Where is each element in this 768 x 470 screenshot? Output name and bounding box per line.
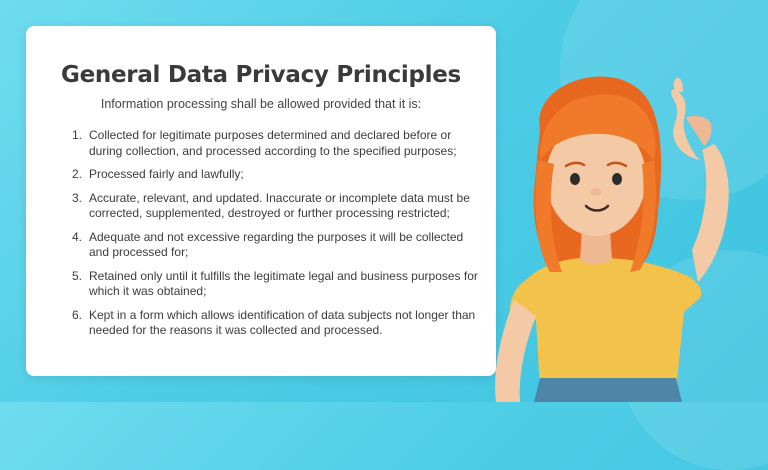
list-item bbox=[62, 230, 482, 261]
list-item bbox=[62, 308, 482, 339]
right-eye bbox=[612, 173, 622, 185]
left-eye bbox=[570, 173, 580, 185]
jeans bbox=[534, 378, 682, 402]
list-item-text: Collected for legitimate purposes determined and declared before or during collection, and processed according to the specified purposes; bbox=[89, 128, 457, 158]
principles-list bbox=[62, 128, 482, 347]
list-item-number: 3. bbox=[72, 190, 83, 205]
list-item bbox=[62, 128, 482, 159]
list-item bbox=[62, 167, 482, 183]
list-item-number: 2. bbox=[72, 167, 83, 181]
left-arm bbox=[495, 300, 536, 402]
list-item bbox=[62, 269, 482, 300]
raised-arm bbox=[692, 144, 729, 282]
pointing-person-illustration bbox=[470, 60, 768, 402]
list-item-text: Kept in a form which allows identification of data subjects not longer than needed for the reasons it was collected and processed. bbox=[89, 307, 476, 337]
list-item-text: Accurate, relevant, and updated. Inaccurate or incomplete data must be corrected, supplemented, destroyed or further processing restricted; bbox=[89, 190, 470, 220]
list-item bbox=[62, 191, 482, 222]
list-item-number: 6. bbox=[72, 307, 83, 322]
page-subtitle: Information processing shall be allowed provided that it is: bbox=[100, 97, 422, 111]
list-item-number: 1. bbox=[72, 128, 83, 142]
shirt bbox=[510, 258, 701, 390]
list-item-text: Adequate and not excessive regarding the purposes it will be collected and processed for; bbox=[89, 229, 464, 259]
list-item-number: 5. bbox=[72, 268, 83, 283]
principles-card bbox=[26, 26, 496, 376]
list-item-text: Processed fairly and lawfully; bbox=[89, 167, 244, 181]
list-item-number: 4. bbox=[72, 229, 83, 244]
page-title: General Data Privacy Principles bbox=[61, 62, 461, 88]
list-item-text: Retained only until it fulfills the legitimate legal and business purposes for which it was obtained; bbox=[89, 268, 478, 298]
